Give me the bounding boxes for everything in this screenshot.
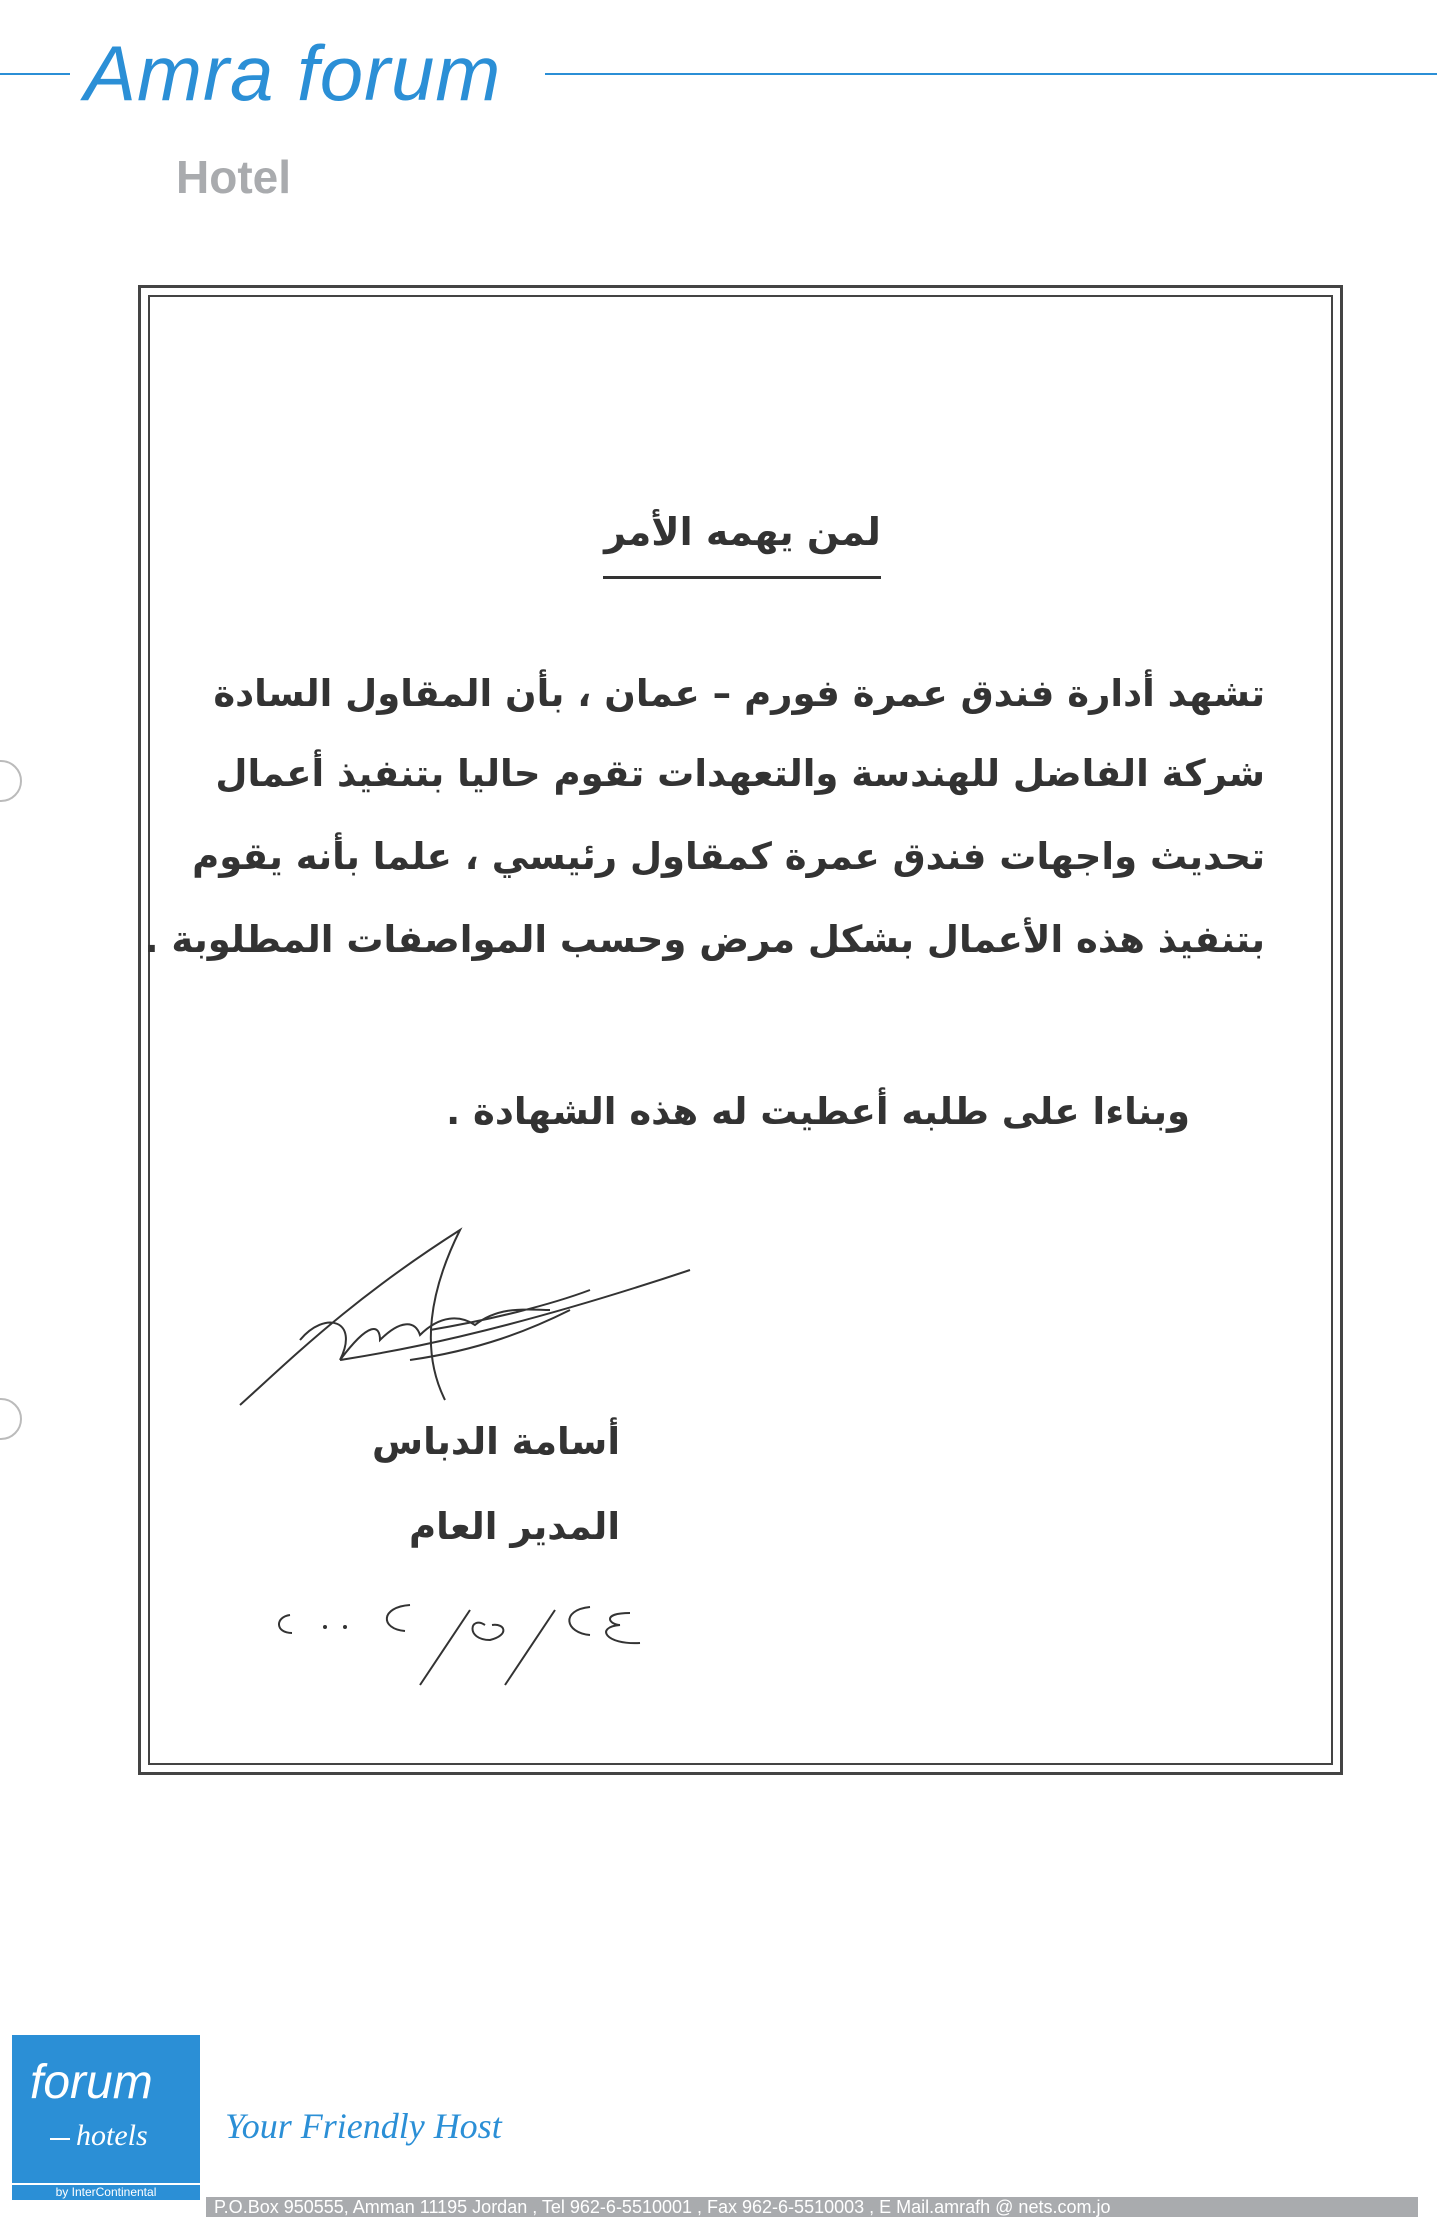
signatory-title: المدير العام	[408, 1505, 620, 1548]
address-bar: P.O.Box 950555, Amman 11195 Jordan , Tel 962-6-5510001 , Fax 962-6-5510003 , E Mail.amrafh @ nets.com.jo	[206, 2197, 1418, 2217]
forum-hotels-logo	[12, 2035, 200, 2200]
paragraph-line: شركة الفاضل للهندسة والتعهدات تقوم حاليا بتنفيذ أعمال	[215, 752, 1265, 795]
paragraph-line: تحديث واجهات فندق عمرة كمقاول رئيسي ، علما بأنه يقوم	[192, 835, 1265, 878]
tagline: Your Friendly Host	[225, 2106, 502, 2146]
brand-sub: Hotel	[176, 151, 291, 203]
handwritten-date	[270, 1585, 720, 1695]
title-underline	[603, 576, 881, 579]
logo-by: by InterContinental	[12, 2183, 200, 2200]
closing-line: وبناءا على طلبه أعطيت له هذه الشهادة .	[446, 1090, 1190, 1133]
logo-hotels: hotels	[76, 2119, 148, 2152]
paragraph-line: بتنفيذ هذه الأعمال بشكل مرض وحسب المواصفات المطلوبة .	[144, 918, 1265, 961]
brand-name: Amra forum	[84, 29, 502, 117]
signature	[230, 1210, 710, 1420]
letter-title: لمن يهمه الأمر	[604, 510, 881, 554]
signatory-name: أسامة الدباس	[372, 1420, 620, 1463]
logo-forum: forum	[30, 2056, 153, 2109]
paragraph-line: تشهد أدارة فندق عمرة فورم – عمان ، بأن المقاول السادة	[213, 672, 1265, 715]
logo-dash	[50, 2138, 70, 2140]
